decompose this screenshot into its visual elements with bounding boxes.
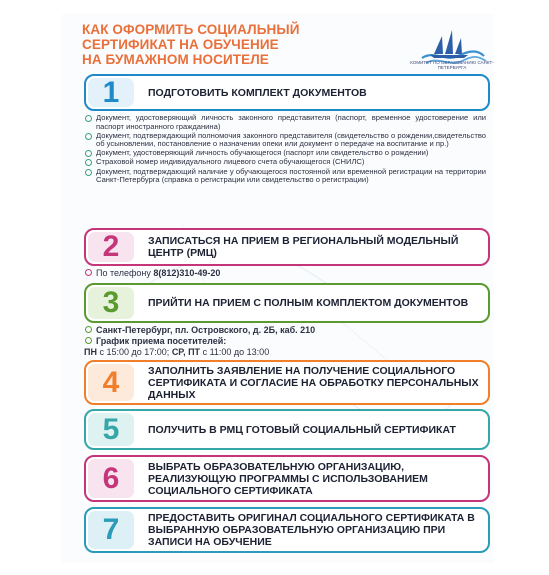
step-2-text: ЗАПИСАТЬСЯ НА ПРИЕМ В РЕГИОНАЛЬНЫЙ МОДЕЛЬНЫЙ ЦЕНТР (РМЦ) — [148, 235, 459, 259]
bullet-icon — [85, 159, 92, 166]
bullet-icon — [85, 150, 92, 157]
step-5 — [84, 409, 490, 450]
phone-number: 8(812)310-49-20 — [153, 268, 221, 278]
step-4 — [84, 360, 490, 405]
step-6 — [84, 455, 490, 502]
list-item: Документ, удостоверяющий личность законного представителя (паспорт, временное удостоверение или паспорт иностранного гражданина) — [84, 114, 486, 131]
list-item: Страховой номер индивидуального лицевого счета обучающегося (СНИЛС) — [84, 158, 486, 167]
step-2-number: 2 — [88, 232, 134, 262]
step-6-text: ВЫБРАТЬ ОБРАЗОВАТЕЛЬНУЮ ОРГАНИЗАЦИЮ, РЕАЛИЗУЮЩУЮ ПРОГРАММЫ С ИСПОЛЬЗОВАНИЕМ СОЦИАЛЬНОГО СЕРТИФИКАТА — [148, 460, 428, 497]
step-1-text: ПОДГОТОВИТЬ КОМПЛЕКТ ДОКУМЕНТОВ — [148, 86, 367, 99]
step-2 — [84, 228, 490, 266]
step-3-text: ПРИЙТИ НА ПРИЕМ С ПОЛНЫМ КОМПЛЕКТОМ ДОКУМЕНТОВ — [148, 297, 469, 309]
documents-list — [84, 114, 486, 185]
step-5-text: ПОЛУЧИТЬ В РМЦ ГОТОВЫЙ СОЦИАЛЬНЫЙ СЕРТИФИКАТ — [148, 423, 456, 436]
step-5-number: 5 — [88, 413, 134, 446]
step-1-number: 1 — [88, 78, 134, 107]
instruction-sheet — [62, 14, 494, 563]
logo-caption: КОМИТЕТ ПО ОБРАЗОВАНИЮ САНКТ-ПЕТЕРБУРГА — [410, 60, 494, 70]
schedule-label: График приема посетителей: — [84, 336, 226, 347]
step-7 — [84, 507, 490, 553]
bullet-icon — [85, 326, 92, 333]
list-item: Документ, удостоверяющий личность обучающегося (паспорт или свидетельство о рождении) — [84, 149, 486, 158]
step-7-number: 7 — [88, 511, 134, 549]
bullet-icon — [85, 169, 92, 176]
bullet-icon — [85, 269, 92, 276]
step-1 — [84, 74, 490, 111]
schedule-times: ПН с 15:00 до 17:00; СР, ПТ с 11:00 до 13:00 — [84, 347, 270, 357]
step-6-number: 6 — [88, 459, 134, 498]
phone-line: По телефону 8(812)310-49-20 — [84, 268, 220, 279]
list-item: Документ, подтверждающий наличие у обучающегося постоянной или временной регистрации на территории Санкт-Петербурга (справка о регистрации или свидетельство о регистрации) — [84, 168, 486, 185]
page-title: КАК ОФОРМИТЬ СОЦИАЛЬНЫЙ СЕРТИФИКАТ НА ОБУЧЕНИЕ НА БУМАЖНОМ НОСИТЕЛЕ — [82, 22, 300, 67]
step-4-number: 4 — [88, 364, 134, 401]
bullet-icon — [85, 133, 92, 140]
step-7-text: ПРЕДОСТАВИТЬ ОРИГИНАЛ СОЦИАЛЬНОГО СЕРТИФИКАТА В ВЫБРАННУЮ ОБРАЗОВАТЕЛЬНУЮ ОРГАНИЗАЦИЮ ПРИ ЗАПИСИ НА ОБУЧЕНИЕ — [148, 512, 475, 548]
bullet-icon — [85, 115, 92, 122]
step-4-text: ЗАПОЛНИТЬ ЗАЯВЛЕНИЕ НА ПОЛУЧЕНИЕ СОЦИАЛЬНОГО СЕРТИФИКАТА И СОГЛАСИЕ НА ОБРАБОТКУ ПЕРСОНАЛЬНЫХ ДАННЫХ — [148, 364, 479, 401]
list-item: Документ, подтверждающий полномочия законного представителя (свидетельство о рождении,свидетельство об усыновлении, постановление о назначении опеки или документ о передаче на воспитание и пр.) — [84, 132, 486, 149]
address-line: Санкт-Петербург, пл. Островского, д. 2Б, каб. 210 — [84, 325, 315, 336]
bullet-icon — [85, 337, 92, 344]
step-3 — [84, 283, 490, 323]
step-3-number: 3 — [88, 287, 134, 319]
